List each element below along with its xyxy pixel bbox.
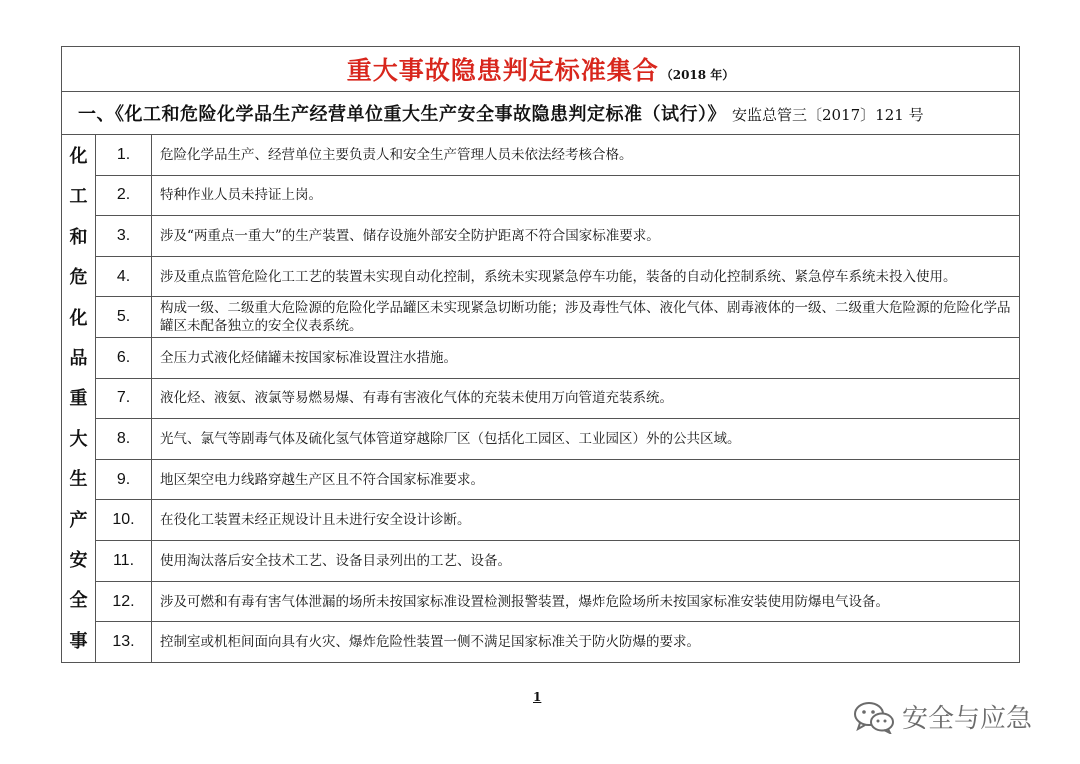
table-row [62,581,1020,622]
category-label-char: 生 [69,469,88,491]
item-number: 10. [96,500,152,541]
category-label-cell [62,135,96,663]
watermark [852,698,1032,735]
table-row [62,500,1020,541]
table-row [62,338,1020,379]
table-row [62,378,1020,419]
table-row [62,459,1020,500]
item-number: 3. [96,216,152,257]
item-number: 5. [96,297,152,338]
category-label-char: 化 [69,307,88,329]
item-number: 13. [96,622,152,663]
category-label-char: 化 [69,146,88,167]
table-row [62,622,1020,663]
item-number: 11. [96,541,152,582]
section-cell [62,92,1020,135]
item-number: 4. [96,256,152,297]
item-text: 在役化工装置未经正规设计且未进行安全设计诊断。 [152,500,1020,541]
item-text: 特种作业人员未持证上岗。 [152,175,1020,216]
section-doc-number: 安监总管三〔2017〕121 号 [732,106,924,124]
title-cell [62,47,1020,92]
item-number: 7. [96,378,152,419]
wechat-icon [852,700,896,734]
item-number: 2. [96,175,152,216]
item-number: 1. [96,135,152,176]
page-number: 1 [533,690,542,704]
item-text: 使用淘汰落后安全技术工艺、设备目录列出的工艺、设备。 [152,541,1020,582]
item-text: 控制室或机柜间面向具有火灾、爆炸危险性装置一侧不满足国家标准关于防火防爆的要求。 [152,622,1020,663]
hazard-standards-table [61,46,1020,663]
category-label-char: 产 [69,509,88,531]
document-year: （2018 年） [660,68,735,82]
item-text: 危险化学品生产、经营单位主要负责人和安全生产管理人员未依法经考核合格。 [152,135,1020,176]
table-row [62,135,1020,176]
item-text: 全压力式液化烃储罐未按国家标准设置注水措施。 [152,338,1020,379]
item-text: 涉及“两重点一重大”的生产装置、储存设施外部安全防护距离不符合国家标准要求。 [152,216,1020,257]
document-title: 重大事故隐患判定标准集合 [346,56,659,85]
item-text: 涉及重点监管危险化工工艺的装置未实现自动化控制，系统未实现紧急停车功能，装备的自动化控制系统、紧急停车系统未投入使用。 [152,256,1020,297]
table-row [62,216,1020,257]
item-text: 液化烃、液氨、液氯等易燃易爆、有毒有害液化气体的充装未使用万向管道充装系统。 [152,378,1020,419]
category-label-char: 和 [69,226,88,248]
item-number: 9. [96,459,152,500]
items-body [62,135,1020,663]
category-label-char: 工 [69,186,88,208]
category-label-char: 全 [69,590,88,612]
item-text: 光气、氯气等剧毒气体及硫化氢气体管道穿越除厂区（包括化工园区、工业园区）外的公共区域。 [152,419,1020,460]
item-text: 涉及可燃和有毒有害气体泄漏的场所未按国家标准设置检测报警装置，爆炸危险场所未按国家标准安装使用防爆电气设备。 [152,581,1020,622]
item-text: 地区架空电力线路穿越生产区且不符合国家标准要求。 [152,459,1020,500]
section-row [62,92,1020,135]
item-number: 6. [96,338,152,379]
table-row [62,256,1020,297]
item-number: 12. [96,581,152,622]
table-row [62,541,1020,582]
table-row [62,419,1020,460]
table-row [62,297,1020,338]
title-row [62,47,1020,92]
table-row [62,175,1020,216]
watermark-text: 安全与应急 [902,704,1033,734]
category-label-char: 危 [69,267,88,289]
category-label-char: 大 [69,428,88,450]
category-label-char: 重 [69,388,88,410]
item-number: 8. [96,419,152,460]
item-text: 构成一级、二级重大危险源的危险化学品罐区未实现紧急切断功能；涉及毒性气体、液化气体、剧毒液体的一级、二级重大危险源的危险化学品罐区未配备独立的安全仪表系统。 [152,297,1020,338]
section-title: 一、《化工和危险化学品生产经营单位重大生产安全事故隐患判定标准（试行）》 [78,104,726,125]
category-label-char: 品 [69,347,88,369]
document-sheet [61,46,1019,663]
category-label-char: 事 [69,630,88,652]
category-label-char: 安 [69,549,88,571]
